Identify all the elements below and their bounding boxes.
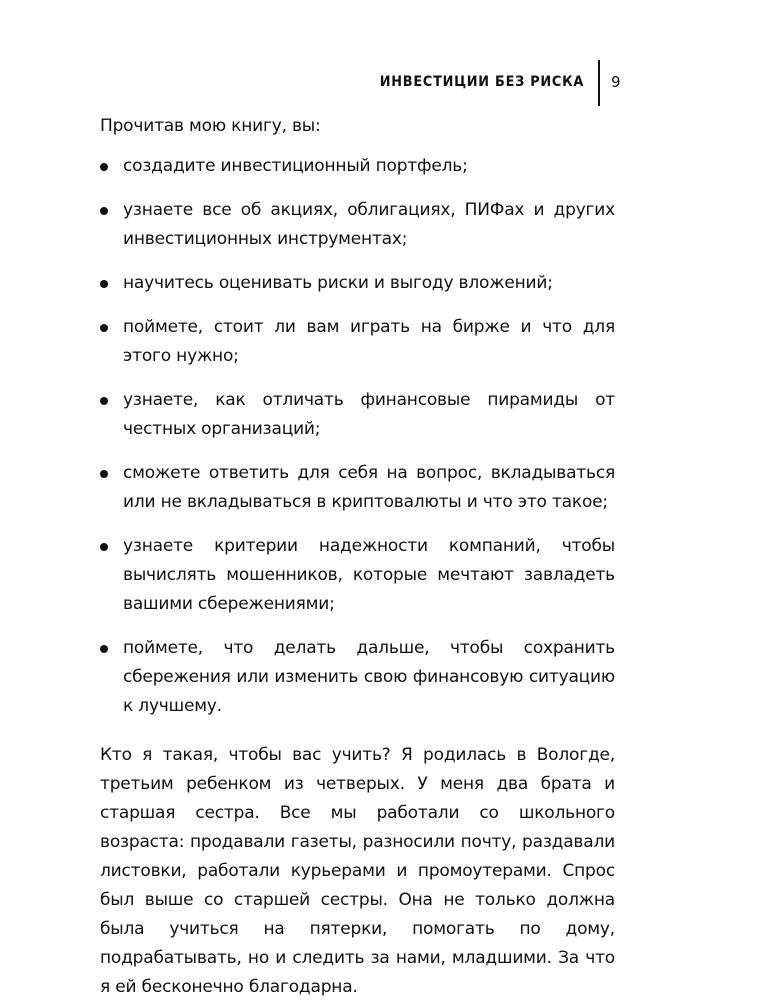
bullet-icon (100, 470, 108, 478)
list-item (100, 532, 615, 619)
header-divider (598, 60, 600, 106)
running-header-title: ИНВЕСТИЦИИ БЕЗ РИСКА (379, 74, 584, 90)
bullet-icon (100, 163, 108, 171)
list-item (100, 196, 615, 254)
list-item-text: сможете ответить для себя на вопрос, вкладываться или не вкладываться в криптовалюты и что это такое; (123, 463, 615, 512)
list-item-text: узнаете критерии надежности компаний, чтобы вычислять мошенников, которые мечтают завладеть вашими сбережениями; (123, 536, 615, 614)
bullet-icon (100, 645, 108, 653)
benefits-list (100, 152, 615, 721)
bullet-icon (100, 324, 108, 332)
author-bio-paragraph: Кто я такая, чтобы вас учить? Я родилась в Вологде, третьим ребенком из четверых. У меня два брата и старшая сестра. Все мы работали со школьного возраста: продавали газеты, разносили почту, раздавали листовки, работали курьерами и промоутерами. Спрос был выше со старшей сестры. Она не только должна была учиться на пятерки, помогать по дому, подрабатывать, но и следить за нами, младшими. За что я ей бесконечно благодарна. (100, 745, 615, 997)
list-item (100, 269, 615, 298)
list-item (100, 459, 615, 517)
page-body (100, 112, 615, 1002)
bullet-icon (100, 397, 108, 405)
bullet-icon (100, 207, 108, 215)
list-item (100, 386, 615, 444)
list-item (100, 634, 615, 721)
list-item-text: узнаете, как отличать финансовые пирамиды от честных организаций; (123, 390, 615, 439)
list-item-text: научитесь оценивать риски и выгоду вложений; (123, 273, 553, 293)
list-item-text: поймете, что делать дальше, чтобы сохранить сбережения или изменить свою финансовую ситуацию к лучшему. (123, 638, 615, 716)
intro-paragraph: Прочитав мою книгу, вы: (100, 116, 321, 136)
list-item-text: поймете, стоит ли вам играть на бирже и что для этого нужно; (123, 317, 615, 366)
page-number: 9 (611, 73, 621, 91)
list-item-text: создадите инвестиционный портфель; (123, 156, 468, 176)
list-item (100, 152, 615, 181)
list-item (100, 313, 615, 371)
bullet-icon (100, 280, 108, 288)
running-header (0, 60, 759, 106)
bullet-icon (100, 543, 108, 551)
list-item-text: узнаете все об акциях, облигациях, ПИФах и других инвестиционных инструментах; (123, 200, 615, 249)
